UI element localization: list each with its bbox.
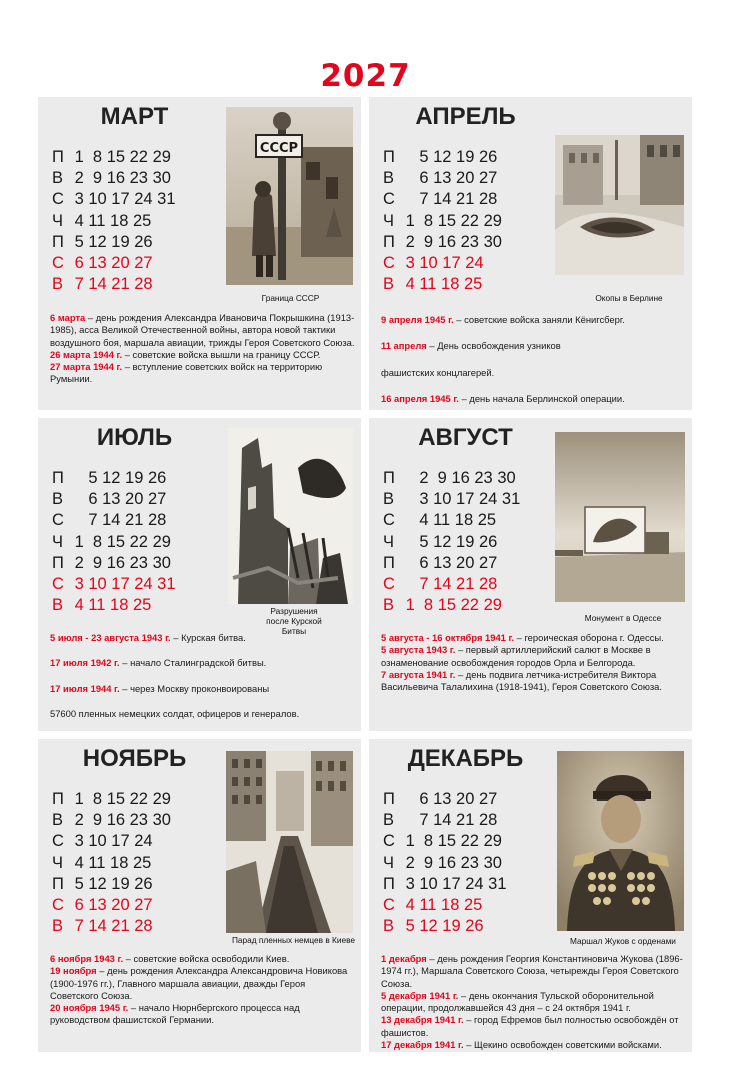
calendar-grid (52, 789, 242, 937)
month-title: АПРЕЛЬ (415, 103, 516, 130)
calendar-row-weekend (52, 253, 242, 274)
day-numbers: 2 9 16 23 30 (401, 853, 502, 872)
day-numbers: 3 10 17 24 31 (401, 874, 507, 893)
day-numbers: 5 12 19 26 (70, 469, 167, 487)
weekday-label: В (383, 490, 395, 509)
events-list (50, 632, 355, 720)
photo-kiev-parade (226, 751, 353, 933)
event-item (381, 1014, 686, 1039)
weekday-label: П (383, 469, 395, 487)
event-date: 19 ноября (50, 965, 97, 977)
day-numbers: 7 14 21 28 (401, 811, 498, 830)
calendar-row (383, 532, 573, 553)
event-text: – героическая оборона г. Одессы. (514, 632, 664, 643)
calendar-row (383, 147, 573, 168)
event-item (381, 644, 686, 669)
day-numbers: 4 11 18 25 (401, 275, 483, 294)
calendar-grid (383, 468, 573, 616)
event-date: 11 апреля (381, 340, 427, 352)
weekday-label: П (383, 148, 395, 166)
day-numbers: 5 12 19 26 (70, 874, 153, 893)
event-text: – через Москву проконвоированы (119, 682, 270, 694)
calendar-row (383, 789, 573, 810)
event-date: 6 марта (50, 312, 86, 323)
month-title: ИЮЛЬ (96, 424, 173, 451)
event-text: – Курская битва. (170, 632, 246, 643)
day-numbers: 6 13 20 27 (70, 253, 153, 272)
event-item (381, 367, 686, 379)
calendar-row (383, 168, 573, 189)
weekday-label: П (52, 232, 64, 251)
weekday-label: Ч (383, 211, 394, 230)
calendar-row (383, 831, 573, 852)
photo-caption: Парад пленных немцев в Киеве (231, 935, 356, 945)
weekday-label: С (383, 511, 395, 530)
weekday-label: П (383, 790, 395, 808)
event-date: 7 августа 1941 г. (381, 668, 456, 680)
photo-marshal-zhukov (557, 751, 684, 931)
calendar-grid (52, 468, 242, 616)
weekday-label: П (52, 553, 64, 572)
event-date: 5 августа - 16 октября 1941 г. (381, 632, 515, 643)
event-text: – день окончания Тульской оборонительной операции, продолжавшейся 43 дня – с 24 октября 1941 г. (381, 989, 654, 1014)
event-item (381, 632, 686, 644)
event-date: 16 апреля 1945 г. (381, 392, 459, 404)
calendar-row (52, 510, 242, 531)
event-date: 17 июля 1944 г. (50, 682, 120, 694)
day-numbers: 4 11 18 25 (70, 853, 152, 872)
event-item (381, 340, 686, 352)
weekday-label: С (52, 511, 64, 530)
day-numbers: 6 13 20 27 (401, 553, 498, 572)
weekday-label: П (52, 469, 64, 487)
month-panel-july (38, 418, 361, 731)
day-numbers: 2 9 16 23 30 (70, 553, 171, 572)
event-item (50, 349, 355, 361)
photo-caption: Окопы в Берлине (595, 293, 663, 303)
events-list (381, 632, 686, 693)
day-numbers: 2 9 16 23 30 (70, 811, 171, 830)
weekday-label: С (383, 253, 395, 272)
calendar-row-weekend (383, 916, 573, 937)
weekday-label: С (52, 253, 64, 272)
event-date: 13 декабря 1941 г. (381, 1014, 464, 1026)
day-numbers: 3 10 17 24 (401, 253, 484, 272)
day-numbers: 5 12 19 26 (401, 917, 484, 936)
event-item (50, 1002, 355, 1027)
event-text: – начало Сталинградской битвы. (119, 657, 267, 669)
events-list (50, 312, 355, 386)
calendar-grid (383, 147, 573, 295)
weekday-label: Ч (52, 211, 63, 230)
calendar-row-weekend (383, 274, 573, 295)
photo-kursk-ruins (228, 428, 353, 604)
calendar-row-weekend (383, 253, 573, 274)
event-text: – вступление советских войск на территорию Румынии. (50, 361, 323, 385)
weekday-label: В (383, 811, 395, 830)
event-item (50, 632, 355, 644)
photo-berlin-trenches (555, 135, 684, 275)
day-numbers: 1 8 15 22 29 (70, 532, 171, 551)
events-list (381, 314, 686, 405)
day-numbers: 3 10 17 24 31 (401, 490, 521, 509)
weekday-label: П (52, 790, 64, 808)
day-numbers: 7 14 21 28 (70, 275, 153, 294)
weekday-label: В (52, 490, 64, 509)
event-date: 27 марта 1944 г. (50, 361, 123, 373)
photo-border-post (226, 107, 353, 285)
calendar-row-weekend (52, 574, 242, 595)
event-date: 6 ноября 1943 г. (50, 953, 124, 964)
calendar-row-weekend (383, 895, 573, 916)
event-text: – Щекино освобожден советскими войсками. (463, 1039, 662, 1051)
calendar-row-weekend (52, 916, 242, 937)
calendar-row (383, 553, 573, 574)
calendar-row (52, 232, 242, 253)
day-numbers: 2 9 16 23 30 (401, 469, 516, 487)
calendar-row (383, 874, 573, 895)
calendar-row (383, 232, 573, 253)
event-item (381, 1039, 686, 1051)
weekday-label: П (52, 148, 64, 166)
event-text: – день рождения Александра Ивановича Покрышкина (1913-1985), асса Великой Отечественной войны, автора новой тактики воздушного боя, маршала авиации, трижды Героя Советского Союза. (50, 312, 355, 348)
event-item (50, 965, 355, 1002)
weekday-label: Ч (383, 853, 394, 872)
day-numbers: 7 14 21 28 (401, 190, 498, 209)
event-item (381, 314, 686, 326)
event-text: – день рождения Александра Александровича Новикова (1900-1976 гг.), Главного маршала авиации, дважды Героя Советского Союза. (50, 965, 348, 1001)
calendar-row-weekend (52, 595, 242, 616)
event-text: – день рождения Георгия Константиновича Жукова (1896-1974 гг.), Маршала Советского Союза, четырежды Героя Советского Союза. (381, 953, 683, 989)
weekday-label: С (52, 895, 64, 914)
event-item (50, 708, 355, 720)
event-text: – День освобождения узников (426, 340, 561, 352)
photo-caption: Разрушения после Курской Битвы (266, 606, 322, 636)
photo-odessa-monument (555, 432, 685, 602)
calendar-row (52, 810, 242, 831)
day-numbers: 5 12 19 26 (401, 148, 498, 166)
event-text: – советские войска заняли Кёнигсберг. (453, 314, 625, 325)
day-numbers: 3 10 17 24 31 (70, 190, 176, 209)
calendar-row-weekend (52, 274, 242, 295)
month-panel-december (369, 739, 692, 1052)
calendar-row (52, 147, 242, 168)
event-date: 5 августа 1943 г. (381, 644, 456, 656)
calendar-row (383, 189, 573, 210)
calendar-row (383, 510, 573, 531)
weekday-label: П (383, 874, 395, 893)
day-numbers: 6 13 20 27 (401, 169, 498, 188)
month-title: МАРТ (100, 103, 169, 130)
weekday-label: Ч (52, 853, 63, 872)
calendar-row-weekend (383, 595, 573, 616)
weekday-label: В (52, 169, 64, 188)
weekday-label: С (52, 832, 64, 851)
event-item (50, 953, 355, 965)
weekday-label: С (52, 574, 64, 593)
event-text: – советские войска освободили Киев. (123, 953, 290, 964)
event-date: 17 июля 1942 г. (50, 657, 120, 669)
event-date: 1 декабря (381, 953, 427, 964)
day-numbers: 7 14 21 28 (401, 574, 498, 593)
month-title: АВГУСТ (418, 424, 513, 451)
calendar-grid (383, 789, 573, 937)
weekday-label: В (383, 169, 395, 188)
calendar-row (383, 853, 573, 874)
weekday-label: П (383, 553, 395, 572)
event-item (381, 669, 686, 694)
events-list (381, 953, 686, 1051)
month-title: НОЯБРЬ (82, 745, 187, 772)
day-numbers: 4 11 18 25 (401, 895, 483, 914)
photo-caption: Маршал Жуков с орденами (570, 936, 676, 946)
day-numbers: 7 14 21 28 (70, 917, 153, 936)
day-numbers: 2 9 16 23 30 (70, 169, 171, 188)
calendar-row (383, 810, 573, 831)
weekday-label: Ч (52, 532, 63, 551)
calendar-row (52, 831, 242, 852)
event-item (50, 312, 355, 349)
calendar-row (383, 489, 573, 510)
calendar-row (52, 168, 242, 189)
event-text: – день начала Берлинской операции. (458, 392, 625, 404)
event-text: – советские войска вышли на границу СССР. (122, 348, 321, 360)
calendar-row-weekend (383, 574, 573, 595)
photo-caption: Монумент в Одессе (584, 613, 662, 623)
calendar-row (52, 211, 242, 232)
day-numbers: 3 10 17 24 31 (70, 574, 176, 593)
calendar-row (52, 532, 242, 553)
year-title: 2027 (320, 58, 411, 94)
day-numbers: 1 8 15 22 29 (401, 596, 502, 615)
weekday-label: В (52, 275, 64, 294)
event-item (381, 990, 686, 1015)
event-date: 5 июля - 23 августа 1943 г. (50, 632, 171, 643)
month-panel-november (38, 739, 361, 1052)
event-item (50, 657, 355, 669)
calendar-row (383, 468, 573, 489)
calendar-row (52, 189, 242, 210)
calendar-row (52, 468, 242, 489)
photo-sign-text: СССР (259, 141, 299, 156)
calendar-grid (52, 147, 242, 295)
month-panel-april (369, 97, 692, 410)
event-item (50, 683, 355, 695)
day-numbers: 4 11 18 25 (70, 596, 152, 615)
event-item (50, 361, 355, 386)
calendar-row-weekend (52, 895, 242, 916)
weekday-label: П (52, 874, 64, 893)
weekday-label: В (383, 917, 395, 936)
event-text: фашистских концлагерей. (381, 366, 495, 378)
day-numbers: 6 13 20 27 (70, 895, 153, 914)
day-numbers: 1 8 15 22 29 (401, 211, 502, 230)
weekday-label: В (52, 596, 64, 615)
month-panel-march (38, 97, 361, 410)
weekday-label: В (52, 917, 64, 936)
weekday-label: П (383, 232, 395, 251)
event-item (381, 953, 686, 990)
day-numbers: 7 14 21 28 (70, 511, 167, 530)
day-numbers: 4 11 18 25 (70, 211, 152, 230)
event-item (381, 393, 686, 405)
day-numbers: 3 10 17 24 (70, 832, 153, 851)
weekday-label: С (383, 190, 395, 209)
weekday-label: Ч (383, 532, 394, 551)
day-numbers: 1 8 15 22 29 (70, 790, 171, 808)
event-text: – начало Нюрнбергского процесса над руководством фашистской Германии. (50, 1002, 300, 1026)
day-numbers: 5 12 19 26 (401, 532, 498, 551)
calendar-row (52, 874, 242, 895)
day-numbers: 2 9 16 23 30 (401, 232, 502, 251)
event-date: 9 апреля 1945 г. (381, 314, 454, 325)
event-text: – день подвига летчика-истребителя Виктора Васильевича Талалихина (1918-1941), Героя Советского Союза. (381, 668, 662, 693)
weekday-label: С (383, 895, 395, 914)
day-numbers: 5 12 19 26 (70, 232, 153, 251)
event-date: 20 ноября 1945 г. (50, 1002, 129, 1014)
day-numbers: 4 11 18 25 (401, 511, 497, 530)
weekday-label: В (383, 596, 395, 615)
calendar-row (52, 789, 242, 810)
events-list (50, 953, 355, 1027)
event-date: 26 марта 1944 г. (50, 348, 123, 360)
event-text: 57600 пленных немецких солдат, офицеров и генералов. (50, 707, 300, 719)
day-numbers: 1 8 15 22 29 (70, 148, 171, 166)
weekday-label: С (383, 832, 395, 851)
day-numbers: 6 13 20 27 (401, 790, 498, 808)
day-numbers: 1 8 15 22 29 (401, 832, 502, 851)
event-date: 17 декабря 1941 г. (381, 1039, 464, 1051)
calendar-row (52, 553, 242, 574)
month-title: ДЕКАБРЬ (407, 745, 524, 772)
calendar-row (383, 211, 573, 232)
day-numbers: 6 13 20 27 (70, 490, 167, 509)
photo-caption: Граница СССР (261, 293, 320, 303)
weekday-label: В (52, 811, 64, 830)
weekday-label: В (383, 275, 395, 294)
event-date: 5 декабря 1941 г. (381, 989, 459, 1001)
event-text: – город Ефремов был полностью освобождён от фашистов. (381, 1014, 679, 1038)
calendar-row (52, 489, 242, 510)
weekday-label: С (52, 190, 64, 209)
month-panel-august (369, 418, 692, 731)
calendar-row (52, 853, 242, 874)
weekday-label: С (383, 574, 395, 593)
event-text: – первый артиллерийский салют в Москве в ознаменование освобождения городов Орла и Белгорода. (381, 644, 651, 668)
